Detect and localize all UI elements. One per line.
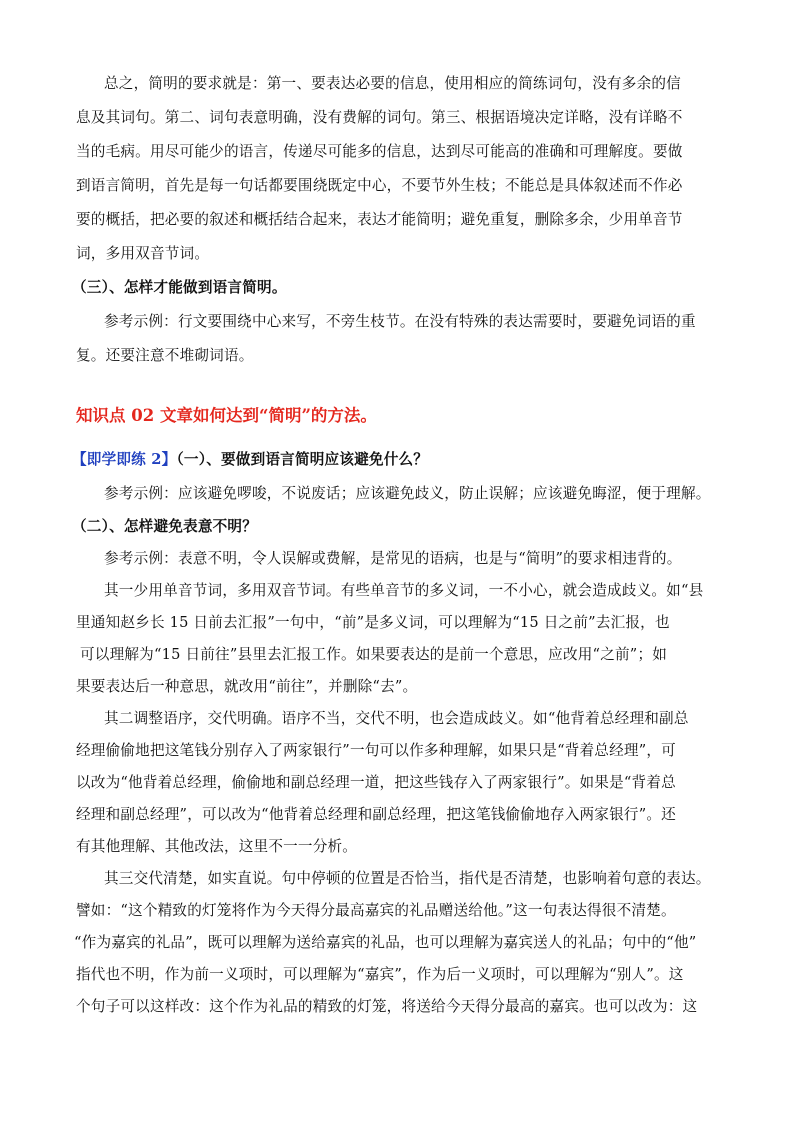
practice-question-2: （二）、怎样避免表意不明？ — [72, 518, 258, 535]
body-line: “作为嘉宾的礼品”，既可以理解为送给嘉宾的礼品，也可以理解为嘉宾送人的礼品；句中的“他” — [74, 934, 697, 951]
body-line: 可以理解为“15 日前往”县里去汇报工作。如果要表达的是前一个意思，应改用“之前”；如 — [80, 646, 668, 663]
paragraph-line: 当的毛病。用尽可能少的语言，传递尽可能多的信息，达到尽可能高的准确和可理解度。要做 — [76, 143, 683, 160]
body-line: 譬如：“这个精致的灯笼将作为今天得分最高嘉宾的礼品赠送给他。”这一句表达得很不清楚。 — [76, 902, 676, 919]
practice-question-text: （一）、要做到语言简明应该避免什么？ — [176, 451, 429, 468]
body-line: 经理偷偷地把这笔钱分别存入了两家银行”一句可以作多种理解，如果只是“背着总经理”，可 — [76, 742, 676, 759]
body-line: 个句子可以这样改：这个作为礼品的精致的灯笼，将送给今天得分最高的嘉宾。也可以改为：这 — [76, 998, 698, 1015]
body-line: 其一少用单音节词，多用双音节词。有些单音节的多义词，一不小心，就会造成歧义。如“县 — [104, 582, 704, 599]
practice-tag: 【即学即练 2】 — [72, 451, 177, 468]
question-heading: （三）、怎样才能做到语言简明。 — [72, 279, 287, 296]
body-line: 里通知赵乡长 15 日前去汇报”一句中，“前”是多义词，可以理解为“15 日之前”去汇报，也 — [76, 614, 670, 631]
answer-line: 参考示例：应该避免啰唆，不说废话；应该避免歧义，防止误解；应该避免晦涩，便于理解。 — [104, 485, 711, 502]
paragraph-line: 到语言简明，首先是每一句话都要围绕既定中心，不要节外生枝；不能总是具体叙述而不作必 — [76, 177, 683, 194]
paragraph-line: 总之，简明的要求就是：第一、要表达必要的信息，使用相应的简练词句，没有多余的信 — [104, 75, 681, 92]
body-line: 其二调整语序，交代明确。语序不当，交代不明，也会造成歧义。如“他背着总经理和副总 — [104, 710, 689, 727]
body-line: 果要表达后一种意思，就改用“前往”，并删除“去”。 — [76, 678, 418, 695]
practice-question-1 — [72, 449, 428, 471]
paragraph-line: 息及其词句。第二、词句表意明确，没有费解的词句。第三、根据语境决定详略，没有详略不 — [76, 109, 683, 126]
body-line: 其三交代清楚，如实直说。句中停顿的位置是否恰当，指代是否清楚，也影响着句意的表达。 — [104, 870, 711, 887]
knowledge-point-heading: 知识点 02 文章如何达到“简明”的方法。 — [76, 406, 377, 425]
answer-line: 参考示例：行文要围绕中心来写，不旁生枝节。在没有特殊的表达需要时，要避免词语的重 — [104, 313, 696, 330]
paragraph-line: 词，多用双音节词。 — [76, 245, 210, 262]
answer-line: 复。还要注意不堆砌词语。 — [76, 347, 254, 364]
body-line: 指代也不明，作为前一义项时，可以理解为“嘉宾”，作为后一义项时，可以理解为“别人”。这 — [76, 966, 684, 983]
body-line: 经理和副总经理”，可以改为“他背着总经理和副总经理，把这笔钱偷偷地存入两家银行”。还 — [76, 806, 676, 823]
body-line: 参考示例：表意不明，令人误解或费解，是常见的语病，也是与“简明”的要求相违背的。 — [104, 550, 682, 567]
body-line: 有其他理解、其他改法，这里不一一分析。 — [76, 838, 358, 855]
paragraph-line: 要的概括，把必要的叙述和概括结合起来，表达才能简明；避免重复，删除多余，少用单音节 — [76, 211, 683, 228]
body-line: 以改为“他背着总经理，偷偷地和副总经理一道，把这些钱存入了两家银行”。如果是“背着总 — [76, 774, 676, 791]
